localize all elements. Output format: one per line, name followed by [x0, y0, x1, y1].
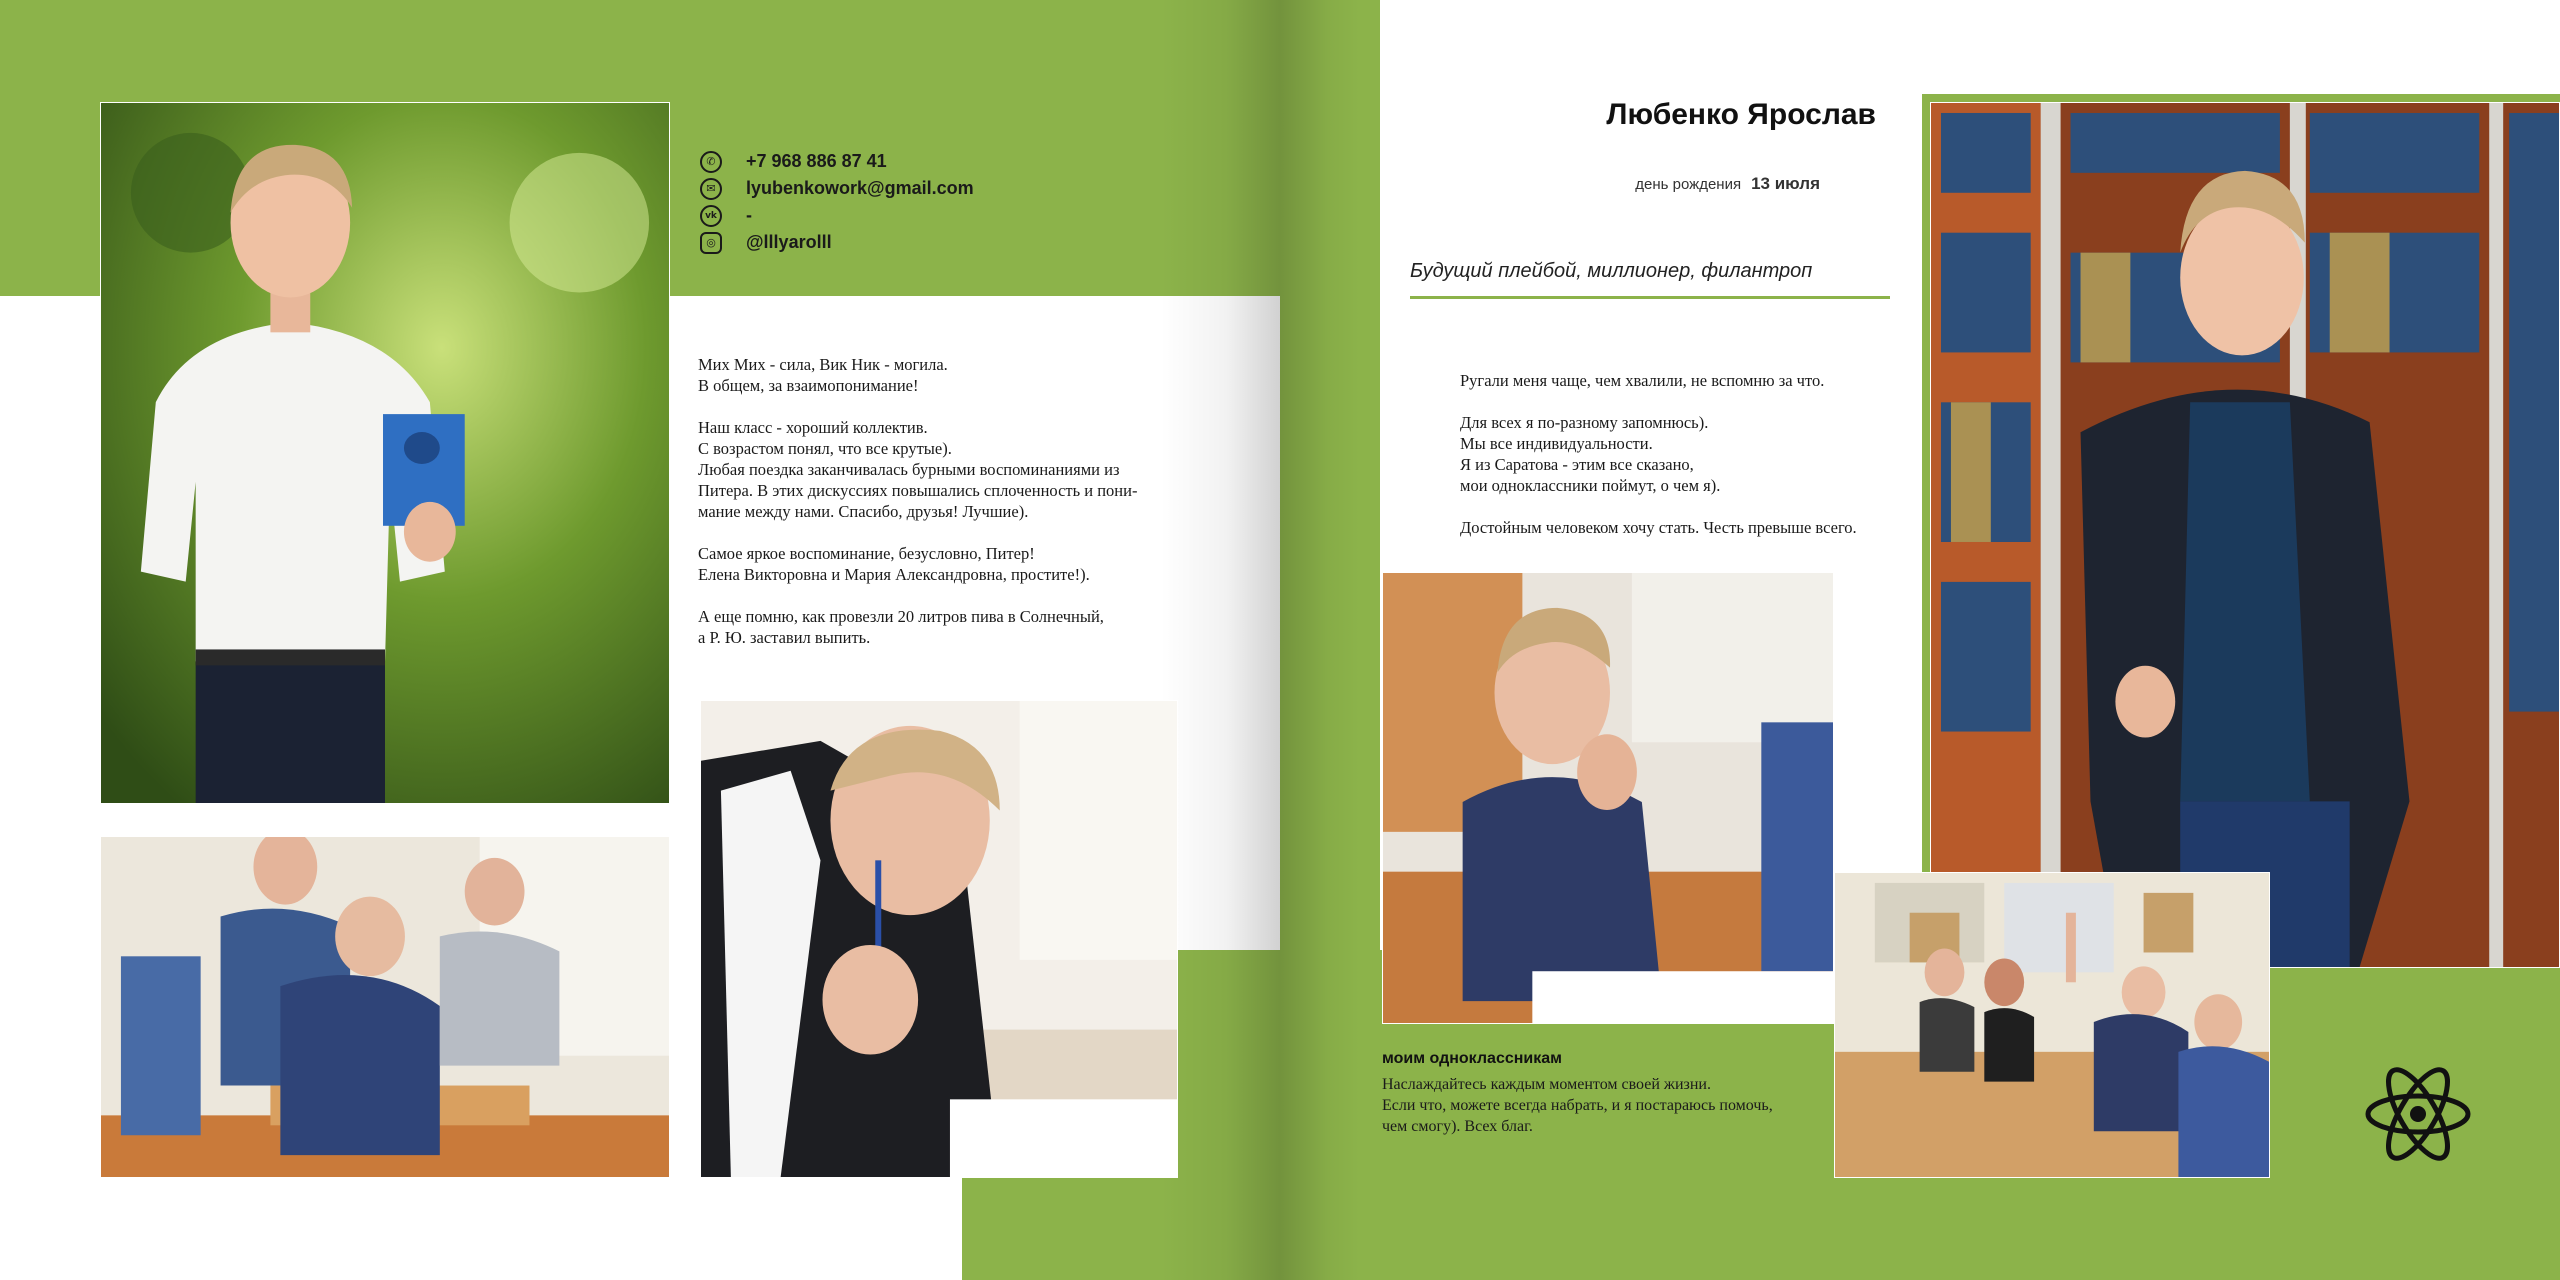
student-name: Любенко Ярослав — [1606, 98, 1876, 131]
contact-list — [700, 148, 974, 256]
classroom-photo-group — [100, 836, 670, 1178]
email-icon: ✉ — [700, 178, 722, 200]
instagram-icon: ◎ — [700, 232, 722, 254]
phone-icon: ✆ — [700, 151, 722, 173]
atom-icon — [2362, 1058, 2474, 1170]
portrait-photo-white-shirt — [100, 102, 670, 804]
spine-shadow-right — [1280, 0, 1360, 1280]
birthday-label: день рождения — [1635, 176, 1742, 193]
contact-phone-text: +7 968 886 87 41 — [746, 151, 887, 171]
contact-vk-text: - — [746, 205, 752, 225]
classmates-text: Наслаждайтесь каждым моментом своей жизни. Если что, можете всегда набрать, и я постараюсь помочь, чем смогу). Всех благ. — [1382, 1076, 1773, 1135]
portrait-photo-library — [1930, 102, 2560, 968]
contact-instagram[interactable] — [700, 229, 974, 256]
spine-shadow-left — [1160, 0, 1280, 1280]
contact-instagram-text: @lllyarolll — [746, 232, 832, 252]
motto: Будущий плейбой, миллионер, филантроп — [1410, 260, 1813, 282]
birthday-value: 13 июля — [1751, 174, 1820, 193]
left-story-text: Мих Мих - сила, Вик Ник - могила. В общем, за взаимопонимание! Наш класс - хороший коллектив. С возрастом понял, что все крутые). Любая поездка заканчивалась бурными воспоминаниями из Питера. В этих дискуссиях повышались сплоченность и пони- мание между нами. Спасибо, друзья! Лучшие). Самое яркое воспоминание, безусловно, Питер! Елена Викторовна и Мария Александровна, простите!). А еще помню, как провезли 20 литров пива в Солнечный, а Р. Ю. заставил выпить. — [698, 355, 1138, 647]
photo-sitting-thinking — [1382, 572, 1834, 1024]
contact-vk[interactable] — [700, 202, 974, 229]
motto-underline — [1410, 296, 1890, 299]
photo-writing-exam — [700, 700, 1178, 1178]
classroom-photo-hand-raised — [1834, 872, 2270, 1178]
contact-email-text: lyubenkowork@gmail.com — [746, 178, 974, 198]
birthday — [1520, 174, 1820, 194]
contact-email[interactable] — [700, 175, 974, 202]
classmates-title: моим одноклассникам — [1382, 1050, 1562, 1067]
vk-icon: vk — [700, 205, 722, 227]
contact-phone[interactable] — [700, 148, 974, 175]
right-story-text: Ругали меня чаще, чем хвалили, не вспомню за что. Для всех я по-разному запомнюсь). Мы все индивидуальности. Я из Саратова - этим все сказано, мои одноклассники поймут, о чем я). Достойным человеком хочу стать. Честь превыше всего. — [1460, 371, 1857, 537]
